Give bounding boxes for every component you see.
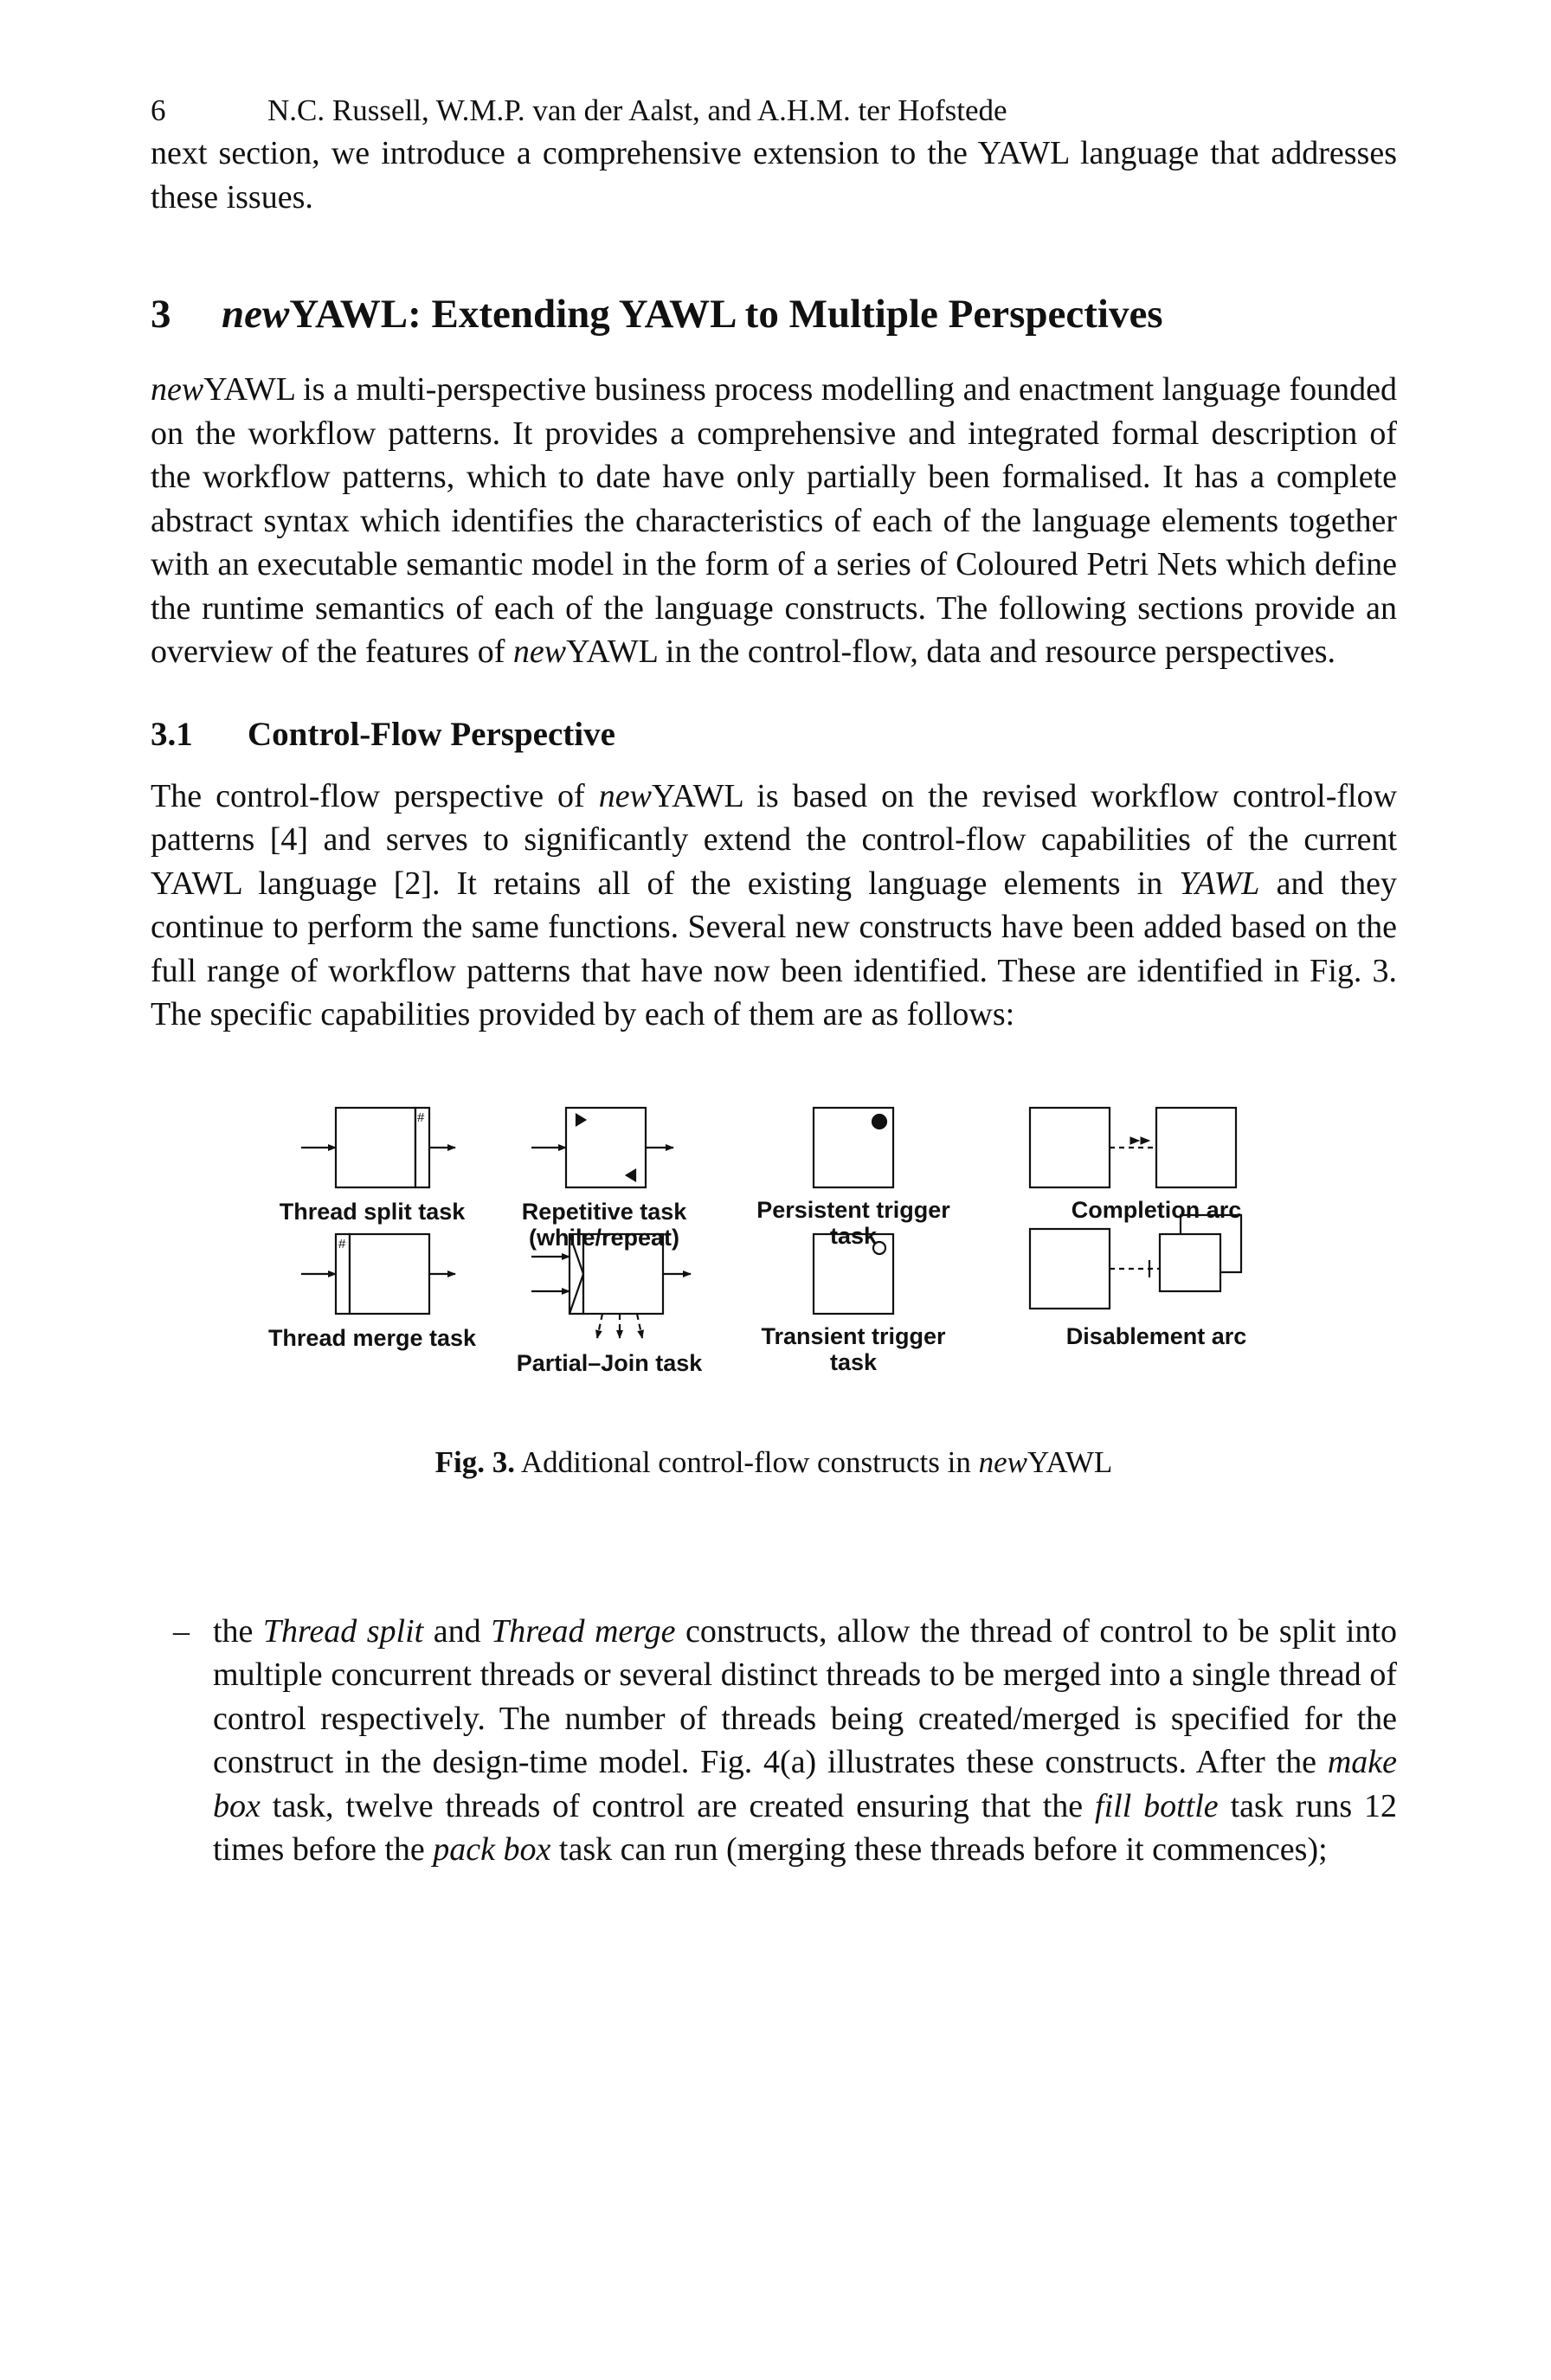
disablement-arc-symbol	[1030, 1215, 1241, 1309]
thread-merge-hash: #	[338, 1236, 346, 1251]
section-3-number: 3	[151, 292, 171, 337]
section-3-1-heading	[151, 712, 1397, 757]
label-disablement-arc: Disablement arc	[1065, 1322, 1247, 1349]
intro-paragraph: next section, we introduce a comprehensive extension to the YAWL language that addresses these issues.	[151, 135, 1397, 215]
label-partial-join: Partial–Join task	[516, 1349, 703, 1376]
newyawl-new: new	[151, 371, 204, 408]
section-3-1-title: Control-Flow Perspective	[248, 715, 615, 753]
header-authors: N.C. Russell, W.M.P. van der Aalst, and A.H.M. ter Hofstede	[267, 93, 1007, 127]
thread-merge-task-symbol	[301, 1234, 455, 1314]
section-3-1-paragraph: The control-flow perspective of newYAWL is based on the revised workflow control-flow patterns [4] and serves to significantly extend the control-flow capabilities of the current YAWL language [2]. It retains all of the existing language elements in YAWL and they continue to perform the same functions. Several new constructs have been added based on the full range of workflow patterns that have now been identified. These are identified in Fig. 3. The specific capabilities provided by each of them are as follows:	[151, 777, 1398, 1032]
thread-split-hash: #	[417, 1110, 425, 1125]
label-transient-2: task	[829, 1348, 878, 1375]
label-repetitive-2: (while/repeat)	[528, 1224, 680, 1251]
label-completion-arc: Completion arc	[1071, 1196, 1242, 1223]
caption-label: Fig. 3.	[434, 1444, 516, 1479]
figure-3-caption: Fig. 3. Additional control-flow constructs in newYAWL	[434, 1444, 1113, 1479]
page-number: 6	[151, 93, 166, 127]
label-thread-merge: Thread merge task	[267, 1324, 477, 1351]
bullet-thread-split-merge: – the Thread split and Thread merge constructs, allow the thread of control to be split into multiple concurrent threads or several distinct threads to be merged into a single thread of control respectively. The number of threads being created/merged is specified for the construct in the design-time model. Fig. 4(a) illustrates these constructs. After the make box task, twelve threads of control are created ensuring that the fill bottle task runs 12 times before the pack box task can run (merging these threads before it commences);	[151, 1610, 1397, 1872]
completion-arc-symbol	[1030, 1108, 1236, 1187]
repetitive-task-symbol	[531, 1108, 673, 1187]
running-header	[151, 90, 1397, 132]
section-3-title: YAWL: Extending YAWL to Multiple Perspectives	[289, 292, 1163, 337]
label-repetitive-1: Repetitive task	[521, 1198, 687, 1225]
page	[151, 90, 1397, 1872]
label-persistent-2: task	[829, 1222, 878, 1249]
section-3-heading	[151, 288, 1397, 340]
label-thread-split: Thread split task	[279, 1198, 466, 1225]
figure-3	[151, 1077, 1397, 1561]
label-persistent-1: Persistent trigger	[756, 1196, 950, 1223]
thread-split-task-symbol	[301, 1108, 455, 1187]
persistent-trigger-task-symbol	[814, 1108, 893, 1187]
section-3-paragraph: newYAWL is a multi-perspective business process modelling and enactment language founded on the workflow patterns. It provides a comprehensive and integrated formal description of the workflow patterns, which to date have only partially been formalised. It has a complete abstract syntax which identifies the characteristics of each of the language elements together with an executable semantic model in the form of a series of Coloured Petri Nets which define the runtime semantics of each of the language constructs. The following sections provide an overview of the features of newYAWL in the control-flow, data and resource perspectives.	[151, 371, 1397, 670]
section-3-1-number: 3.1	[151, 715, 193, 753]
bullet-dash: –	[173, 1612, 190, 1650]
label-transient-1: Transient trigger	[761, 1322, 946, 1349]
section-3-title-new: new	[222, 292, 290, 337]
figure-3-diagram	[151, 1077, 1397, 1561]
